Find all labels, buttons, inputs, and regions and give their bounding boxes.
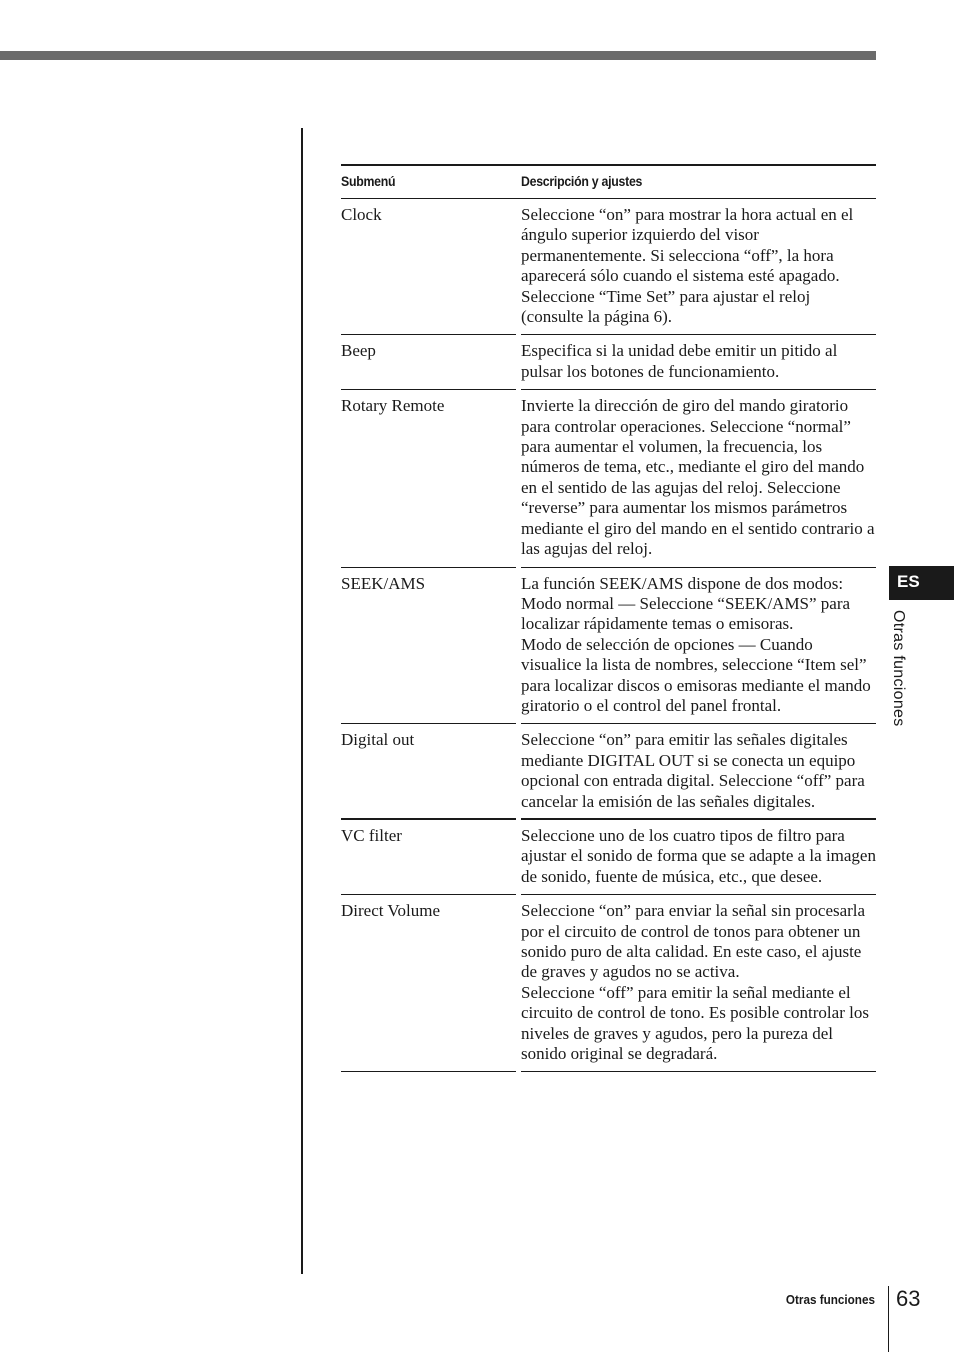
row-divider <box>341 1071 516 1072</box>
table-row <box>341 895 876 1072</box>
submenu-cell: VC filter <box>341 825 402 845</box>
description-cell: Seleccione uno de los cuatro tipos de filtro para ajustar el sonido de forma que se adapte a la imagen de sonido, fuente de música, etc., que desee. <box>521 825 876 886</box>
table-row <box>341 199 876 335</box>
table-row <box>341 335 876 390</box>
table-header <box>341 164 876 199</box>
submenu-cell: SEEK/AMS <box>341 573 426 593</box>
language-tab-label: ES <box>897 572 920 591</box>
header-description: Descripción y ajustes <box>521 173 643 189</box>
description-cell: La función SEEK/AMS dispone de dos modos: Modo normal — Seleccione “SEEK/AMS” para localizar rápidamente temas o emisoras. Modo de selección de opciones — Cuando visualice la lista de nombres, seleccione “Item sel” para localizar discos o emisoras mediante el mando giratorio o el control del panel frontal. <box>521 573 871 715</box>
settings-table <box>341 164 876 1072</box>
header-submenu: Submenú <box>341 173 396 189</box>
top-rule <box>0 51 876 60</box>
footer-section-label: Otras funciones <box>785 1292 875 1307</box>
margin-rule <box>301 128 303 1274</box>
table-row <box>341 390 876 567</box>
language-tab <box>889 566 954 600</box>
description-cell: Seleccione “on” para mostrar la hora actual en el ángulo superior izquierdo del visor permanentemente. Si selecciona “off”, la hora aparecerá sólo cuando el sistema esté apagado. Seleccione “Time Set” para ajustar el reloj (consulte la página 6). <box>521 205 854 327</box>
description-cell: Invierte la dirección de giro del mando giratorio para controlar operaciones. Seleccione “normal” para aumentar el volumen, la frecuencia, los números de tema, etc., mediante el giro del mando en el sentido de las agujas del reloj. Seleccione “reverse” para aumentar los mismos parámetros mediante el giro del mando en el sentido contrario a las agujas del reloj. <box>521 396 875 559</box>
submenu-cell: Direct Volume <box>341 901 440 921</box>
page-number: 63 <box>896 1286 921 1311</box>
row-divider <box>521 1071 876 1072</box>
description-cell: Seleccione “on” para enviar la señal sin procesarla por el circuito de control de tonos para obtener un sonido puro de alta calidad. En este caso, el ajuste de graves y agudos no se activa. Seleccione “off” para emitir la señal mediante el circuito de control de tono. Es posible controlar los niveles de graves y agudos, pero la pureza del sonido original se degradará. <box>521 901 869 1064</box>
submenu-cell: Clock <box>341 205 382 224</box>
table-row <box>341 724 876 820</box>
section-side-label: Otras funciones <box>890 610 907 727</box>
table-row <box>341 820 876 895</box>
description-cell: Especifica si la unidad debe emitir un pitido al pulsar los botones de funcionamiento. <box>521 341 838 381</box>
description-cell: Seleccione “on” para emitir las señales digitales mediante DIGITAL OUT si se conecta un equipo opcional con entrada digital. Seleccione “off” para cancelar la emisión de las señales digitales. <box>521 730 865 811</box>
footer-rule <box>888 1286 889 1352</box>
submenu-cell: Digital out <box>341 730 415 750</box>
submenu-cell: Beep <box>341 341 376 361</box>
submenu-cell: Rotary Remote <box>341 396 445 416</box>
table-body <box>341 199 876 1072</box>
table-row <box>341 568 876 725</box>
